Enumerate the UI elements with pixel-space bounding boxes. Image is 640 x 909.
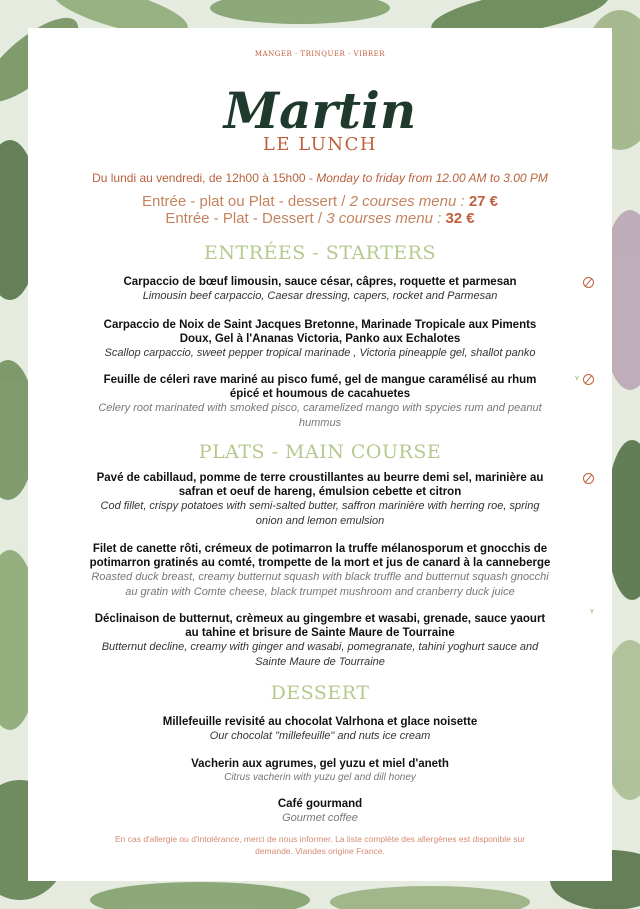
starter-2-fr: Carpaccio de Noix de Saint Jacques Bretonne, Marinade Tropicale aux Piments Doux, Gel à l'Ananas Victoria, Panko aux Echalotes bbox=[103, 319, 537, 345]
section-starters: ENTRÉES - STARTERS bbox=[204, 242, 436, 264]
main-3-en: Butternut decline, creamy with ginger and wasabi, pomegranate, tahini yoghurt sauce and Sainte Maure de Tourraine bbox=[101, 641, 539, 668]
hours-fr: Du lundi au vendredi, de 12h00 à 15h00 - bbox=[92, 171, 317, 185]
price-line-2-courses bbox=[28, 193, 612, 211]
no-gluten-icon bbox=[583, 374, 594, 385]
price-value: 27 € bbox=[468, 193, 499, 210]
starter-1-icons bbox=[583, 277, 594, 288]
price-value: 32 € bbox=[445, 210, 475, 227]
price-line-3-courses bbox=[28, 210, 612, 228]
no-gluten-icon bbox=[583, 473, 594, 484]
starter-3-icons bbox=[575, 374, 594, 385]
main-3-icons bbox=[590, 607, 594, 618]
dessert-3-fr: Café gourmand bbox=[277, 798, 363, 810]
main-3-fr: Déclinaison de butternut, crèmeux au gingembre et wasabi, grenade, sauce yaourt au tahine et brisure de Sainte Maure de Tourraine bbox=[94, 613, 546, 639]
no-gluten-icon bbox=[583, 277, 594, 288]
starter-3-fr: Feuille de céleri rave mariné au pisco fumé, gel de mangue caramélisé au rhum épicé et houmous de cacahuetes bbox=[103, 374, 537, 400]
starter-2-en: Scallop carpaccio, sweet pepper tropical marinade , Victoria pineapple gel, shallot panko bbox=[104, 347, 536, 359]
lunch-subtitle: LE LUNCH bbox=[262, 134, 378, 155]
tagline: MANGER · TRINQUER · VIBRER bbox=[254, 50, 386, 58]
dessert-2-fr: Vacherin aux agrumes, gel yuzu et miel d'aneth bbox=[191, 758, 449, 770]
dessert-1-fr: Millefeuille revisité au chocolat Valrhona et glace noisette bbox=[162, 716, 478, 728]
main-1-en: Cod fillet, crispy potatoes with semi-salted butter, saffron marinière with herring roe, spring onion and lemon emulsion bbox=[100, 500, 540, 527]
price-fr: Entrée - plat ou Plat - dessert / bbox=[141, 193, 350, 210]
price-fr: Entrée - Plat - Dessert / bbox=[165, 210, 327, 227]
price-en: 2 courses menu : bbox=[349, 193, 469, 210]
price-en: 3 courses menu : bbox=[326, 210, 446, 227]
starter-1-fr: Carpaccio de bœuf limousin, sauce césar, câpres, roquette et parmesan bbox=[123, 276, 517, 288]
allergy-note: En cas d'allergie ou d'intolérance, merci de nous informer. La liste complète des allergènes est disponible sur demande. Viandes origine France. bbox=[114, 834, 526, 856]
logo-text: Martin bbox=[223, 81, 417, 140]
section-dessert: DESSERT bbox=[270, 682, 370, 704]
dessert-1-en: Our chocolat "millefeuille" and nuts ice cream bbox=[209, 730, 431, 742]
opening-hours bbox=[28, 171, 612, 185]
vegetarian-sprout-icon: ᵞ bbox=[589, 606, 594, 619]
vegetarian-sprout-icon: ᵞ bbox=[574, 373, 579, 386]
menu-card bbox=[28, 28, 612, 881]
section-mains: PLATS - MAIN COURSE bbox=[198, 441, 442, 463]
starter-1-en: Limousin beef carpaccio, Caesar dressing, capers, rocket and Parmesan bbox=[142, 290, 498, 302]
dessert-2-en: Citrus vacherin with yuzu gel and dill honey bbox=[224, 772, 416, 783]
hours-en: Monday to friday from 12.00 AM to 3.00 PM bbox=[316, 171, 548, 185]
main-1-icons bbox=[583, 473, 594, 484]
starter-3-en: Celery root marinated with smoked pisco, caramelized mango with spycies rum and peanut hummus bbox=[98, 402, 542, 429]
main-1-fr: Pavé de cabillaud, pomme de terre croustillantes au beurre demi sel, marinière au safran et oeuf de hareng, émulsion cebette et citron bbox=[96, 472, 544, 498]
main-2-fr: Filet de canette rôti, crémeux de potimarron la truffe mélanosporum et gnocchis de potimarron gratinés au comté, trompette de la mort et jus de canard à la canneberge bbox=[89, 543, 551, 569]
main-2-en: Roasted duck breast, creamy butternut squash with black truffle and butternut squash gnocchi au gratin with Comte cheese, black trumpet mushroom and cranberry duck juice bbox=[91, 571, 549, 598]
dessert-3-en: Gourmet coffee bbox=[282, 812, 358, 824]
